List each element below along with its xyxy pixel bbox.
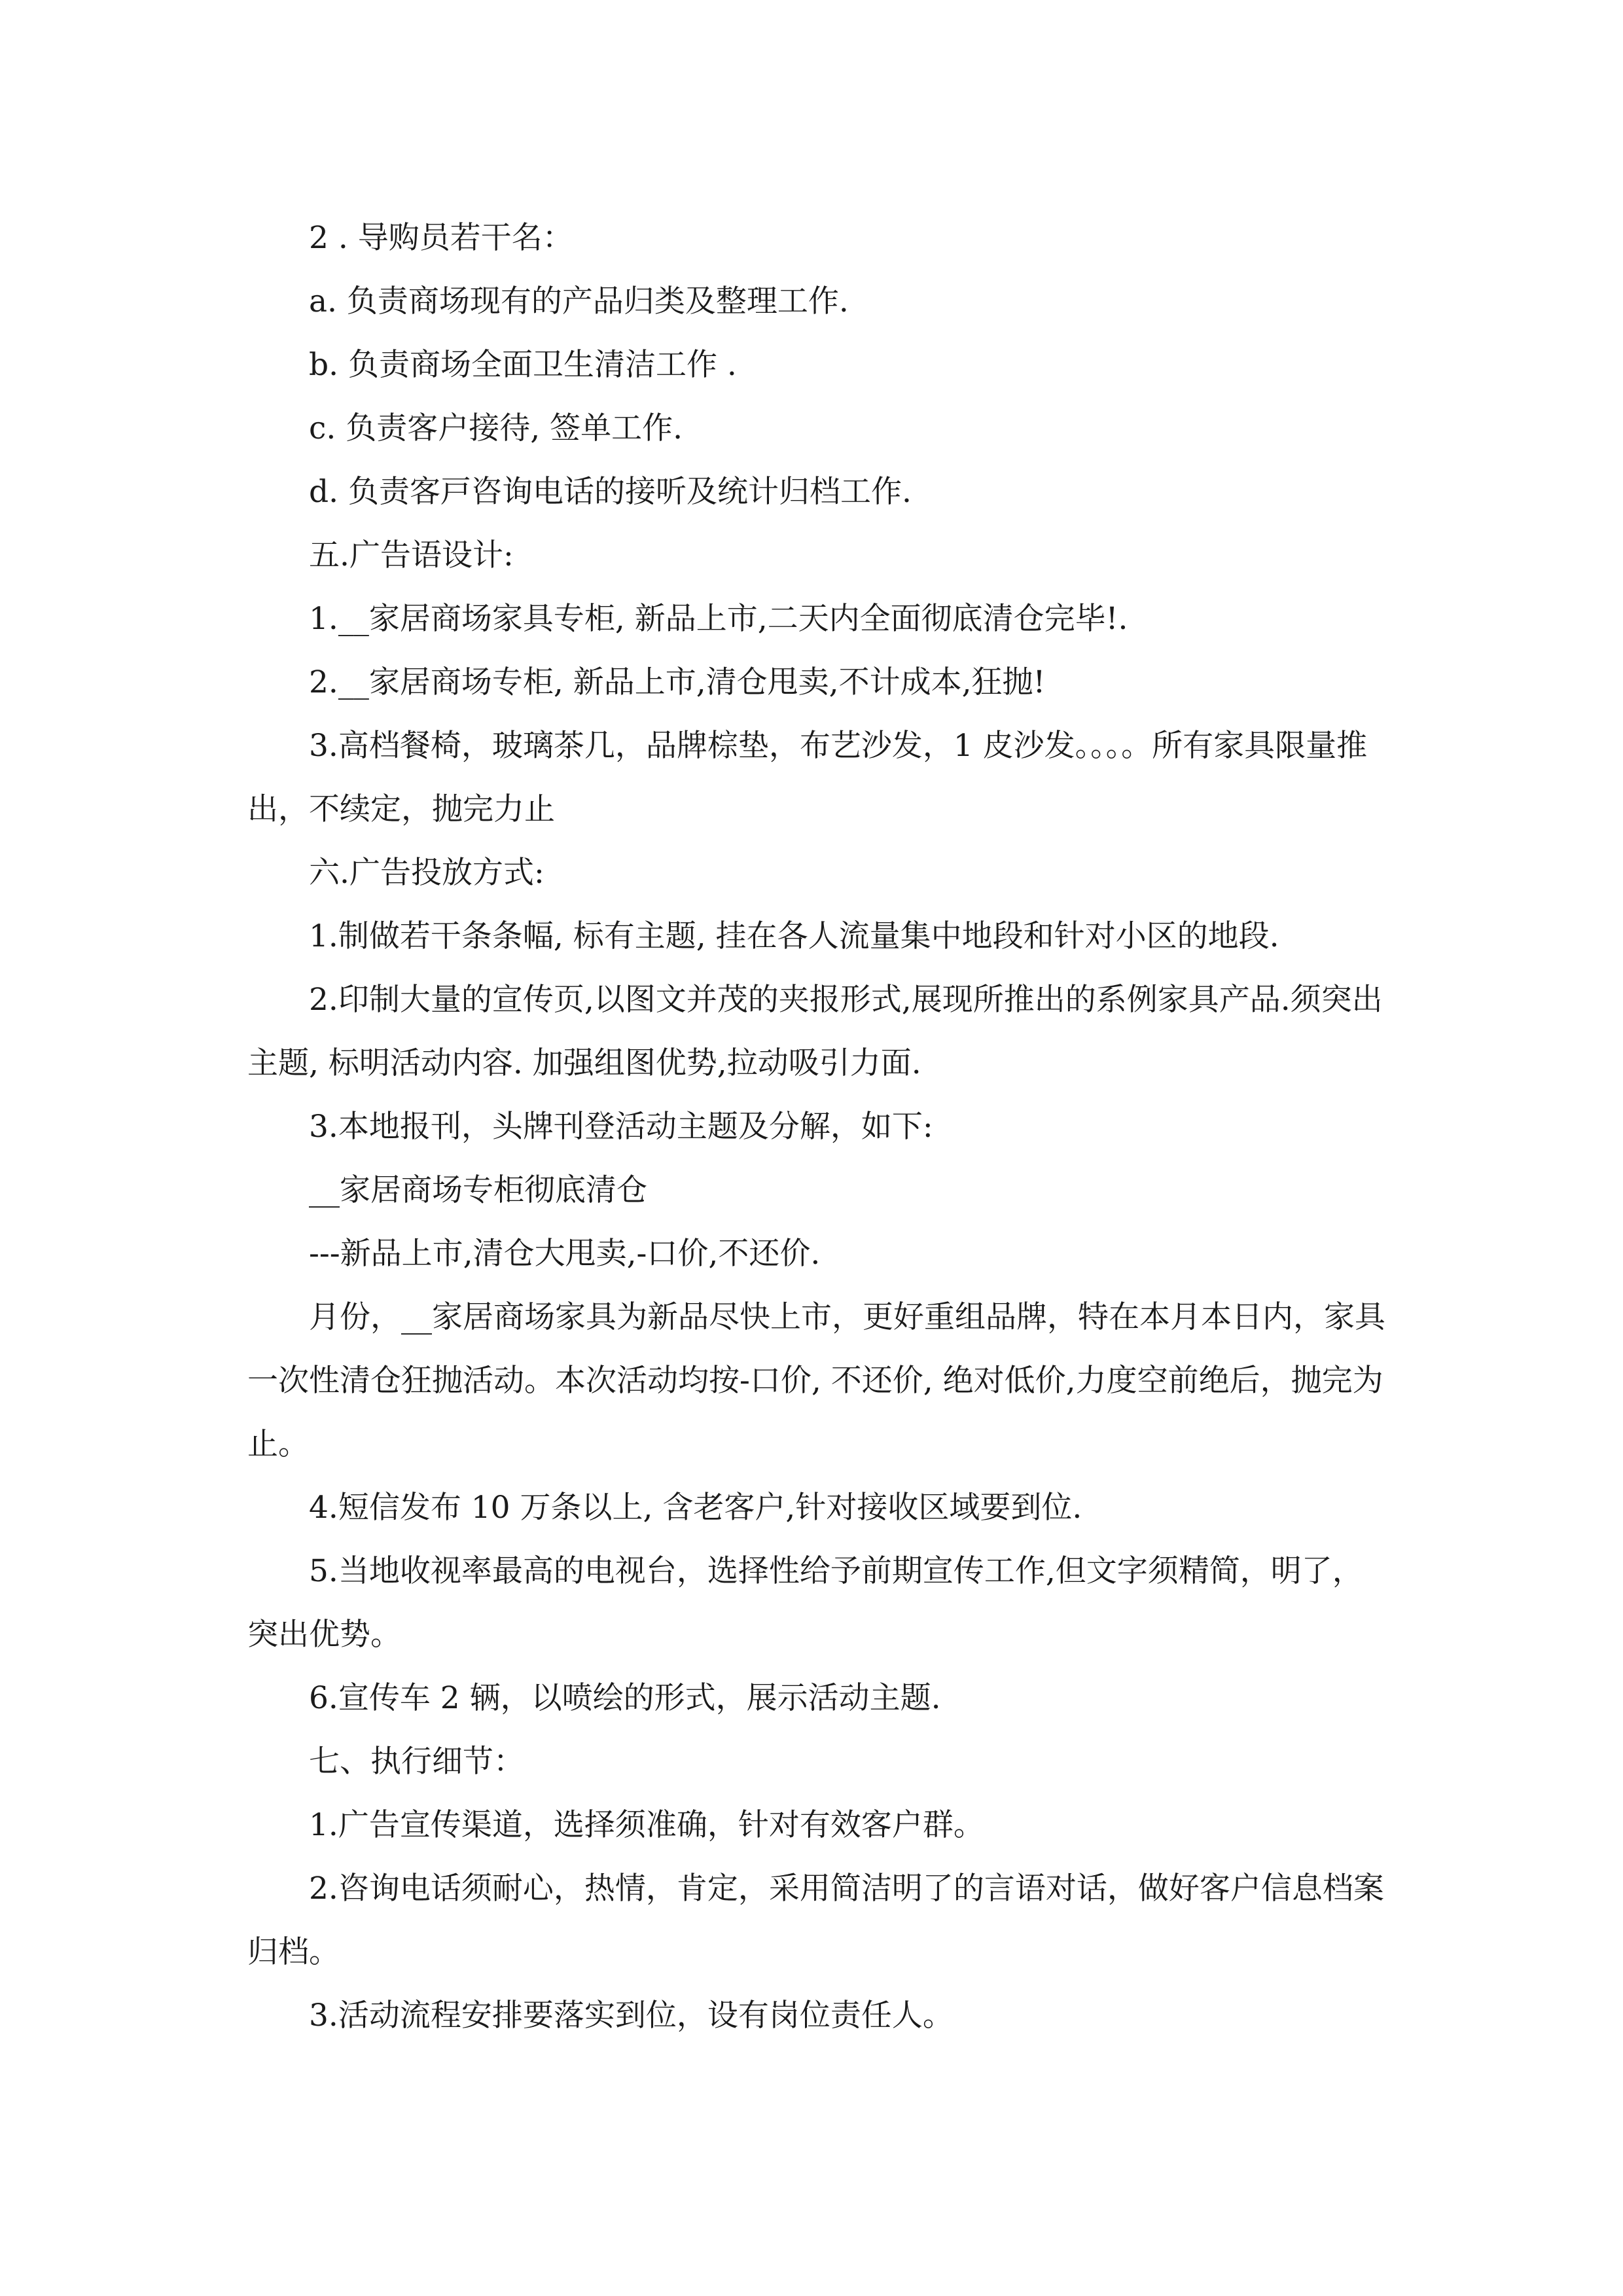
execution-item-3: 3.活动流程安排要落实到位，设有岗位责任人。 (309, 1998, 954, 2034)
placement-item-3: 3.本地报刊，头牌刊登活动主题及分解，如下: (309, 1109, 933, 1145)
newspaper-subheadline: ---新品上市,清仓大甩卖,-口价,不还价. (309, 1236, 821, 1272)
duty-item-d: d. 负责客戸咨询电话的接听及统计归档工作. (309, 474, 912, 510)
section-heading-ad-placement: 六.广告投放方式: (309, 855, 544, 891)
document-body (247, 206, 1386, 2047)
slogan-item-2: 2.__家居商场专柜, 新品上市,清仓甩卖,不计成本,狂抛! (309, 664, 1046, 700)
slogan-item-1: 1.__家居商场家具专柜, 新品上市,二天内全面彻底清仓完毕!. (309, 601, 1128, 637)
slogan-item-3: 3.高档餐椅，玻璃茶几，品牌棕垫，布艺沙发，1 皮沙发。。。。所有家具限量推出，不续定，抛完力止 (247, 728, 1368, 827)
duty-item-c: c. 负责客户接待, 签单工作. (309, 410, 683, 446)
placement-item-6: 6.宣传车 2 辆，以喷绘的形式，展示活动主题. (309, 1680, 941, 1716)
section-heading-slogan: 五.广告语设计: (309, 537, 514, 573)
placement-item-4: 4.短信发布 10 万条以上, 含老客户,针对接收区域要到位. (309, 1490, 1082, 1526)
placement-item-2: 2.印制大量的宣传页,以图文并茂的夹报形式,展现所推出的系例家具产品.须突出主题, 标明活动内容. 加强组图优势,拉动吸引力面. (247, 982, 1383, 1081)
placement-item-5: 5.当地收视率最高的电视台，选择性给予前期宣传工作,但文字须精简，明了，突出优势。 (247, 1553, 1363, 1653)
newspaper-body: 月份，__家居商场家具为新品尽快上市，更好重组品牌，特在本月本日内，家具一次性清仓狂抛活动。本次活动均按-口价, 不还价, 绝对低价,力度空前绝后，抛完为止。 (247, 1299, 1385, 1462)
execution-item-2: 2.咨询电话须耐心，热情，肯定，采用简洁明了的言语对话，做好客户信息档案归档。 (247, 1871, 1384, 1970)
section-heading-execution: 七、执行细节： (309, 1744, 524, 1780)
newspaper-headline: __家居商场专柜彻底清仓 (309, 1172, 647, 1208)
staff-heading: 2 . 导购员若干名： (309, 220, 573, 256)
duty-item-b: b. 负责商场全面卫生清洁工作 . (309, 347, 737, 383)
execution-item-1: 1.广告宣传渠道，选择须准确，针对有效客户群。 (309, 1807, 984, 1843)
placement-item-1: 1.制做若干条条幅, 标有主题, 挂在各人流量集中地段和针对小区的地段. (309, 918, 1279, 954)
duty-item-a: a. 负责商场现有的产品归类及整理工作. (309, 283, 849, 319)
